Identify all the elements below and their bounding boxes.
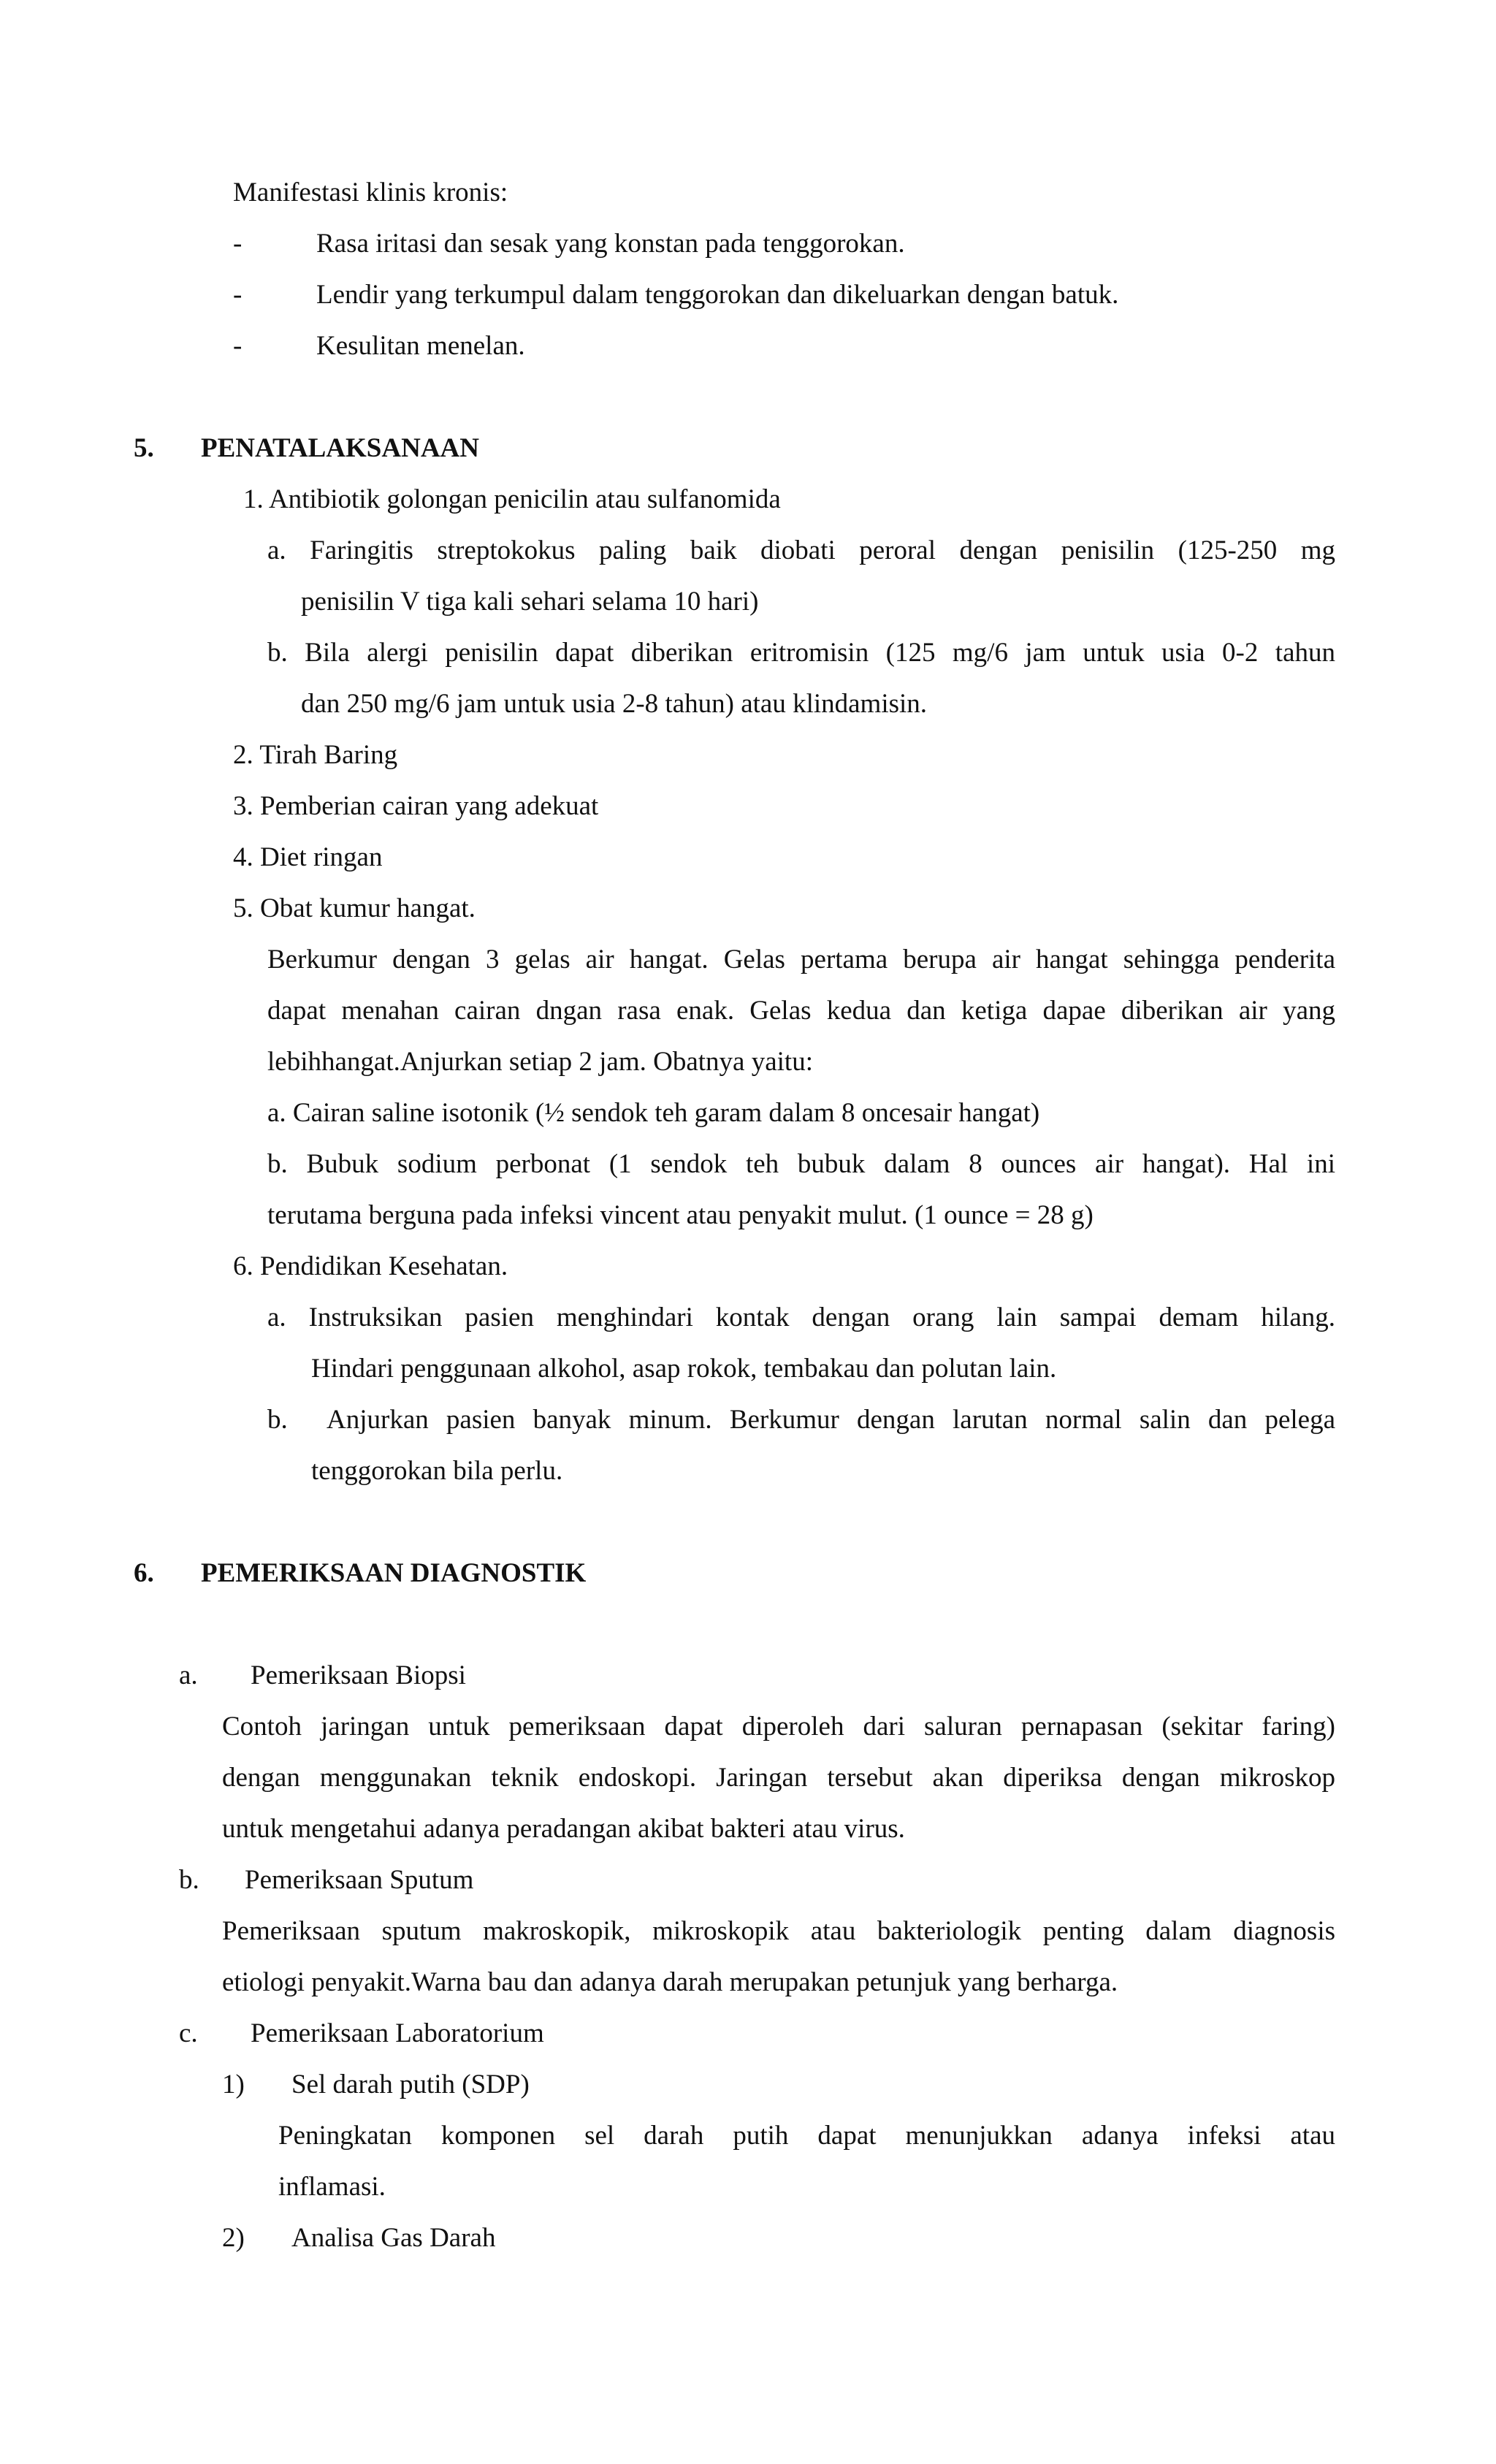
- section-number: 5.: [134, 433, 154, 463]
- subsection-title: Sel darah putih (SDP): [291, 2070, 530, 2099]
- section-title: PEMERIKSAAN DIAGNOSTIK: [201, 1558, 587, 1588]
- section-title: PENATALAKSANAAN: [201, 433, 479, 463]
- list-marker: b.: [179, 1865, 199, 1895]
- list-marker: b.: [267, 1405, 288, 1435]
- list-item-line: a. Faringitis streptokokus paling baik diobati peroral dengan penisilin (125-250 mg: [267, 535, 1335, 565]
- subsection-title: Pemeriksaan Laboratorium: [251, 2018, 544, 2048]
- manifest-item: Lendir yang terkumpul dalam tenggorokan dan dikeluarkan dengan batuk.: [316, 280, 1119, 310]
- list-marker: 2): [222, 2223, 245, 2253]
- list-item-line: a. Instruksikan pasien menghindari kontak dengan orang lain sampai demam hilang.: [267, 1302, 1335, 1332]
- bullet-dash: -: [233, 229, 243, 259]
- list-item-line: Anjurkan pasien banyak minum. Berkumur dengan larutan normal salin dan pelega: [327, 1405, 1335, 1435]
- bullet-dash: -: [233, 280, 243, 310]
- list-item-line: a. Cairan saline isotonik (½ sendok teh garam dalam 8 oncesair hangat): [267, 1098, 1040, 1128]
- list-item: 3. Pemberian cairan yang adekuat: [233, 791, 599, 821]
- paragraph-line: dapat menahan cairan dngan rasa enak. Gelas kedua dan ketiga dapae diberikan air yang: [267, 996, 1335, 1026]
- list-item-line: b. Bubuk sodium perbonat (1 sendok teh bubuk dalam 8 ounces air hangat). Hal ini: [267, 1149, 1335, 1179]
- list-item-line: penisilin V tiga kali sehari selama 10 hari): [301, 587, 759, 617]
- list-marker: a.: [179, 1660, 198, 1690]
- list-item-line: tenggorokan bila perlu.: [311, 1456, 563, 1486]
- list-item: 2. Tirah Baring: [233, 740, 398, 770]
- list-item-line: dan 250 mg/6 jam untuk usia 2-8 tahun) atau klindamisin.: [301, 689, 928, 719]
- list-item-line: Hindari penggunaan alkohol, asap rokok, tembakau dan polutan lain.: [311, 1354, 1057, 1384]
- list-item-line: b. Bila alergi penisilin dapat diberikan eritromisin (125 mg/6 jam untuk usia 0-2 tahun: [267, 638, 1335, 668]
- list-marker: c.: [179, 2018, 198, 2048]
- subsection-title: Pemeriksaan Sputum: [245, 1865, 474, 1895]
- paragraph-line: untuk mengetahui adanya peradangan akibat bakteri atau virus.: [222, 1814, 905, 1844]
- list-marker: 1): [222, 2070, 245, 2099]
- manifest-item: Rasa iritasi dan sesak yang konstan pada tenggorokan.: [316, 229, 905, 259]
- list-item: 5. Obat kumur hangat.: [233, 893, 476, 923]
- manifest-heading: Manifestasi klinis kronis:: [233, 178, 508, 207]
- bullet-dash: -: [233, 331, 243, 361]
- list-item: 4. Diet ringan: [233, 842, 383, 872]
- list-item: 6. Pendidikan Kesehatan.: [233, 1251, 508, 1281]
- paragraph-line: Peningkatan komponen sel darah putih dapat menunjukkan adanya infeksi atau: [278, 2121, 1335, 2151]
- subsection-title: Pemeriksaan Biopsi: [251, 1660, 466, 1690]
- paragraph-line: dengan menggunakan teknik endoskopi. Jaringan tersebut akan diperiksa dengan mikroskop: [222, 1763, 1335, 1793]
- section-number: 6.: [134, 1558, 154, 1588]
- list-item-line: terutama berguna pada infeksi vincent atau penyakit mulut. (1 ounce = 28 g): [267, 1200, 1094, 1230]
- paragraph-line: Pemeriksaan sputum makroskopik, mikroskopik atau bakteriologik penting dalam diagnosis: [222, 1916, 1335, 1946]
- manifest-item: Kesulitan menelan.: [316, 331, 525, 361]
- list-item: 1. Antibiotik golongan penicilin atau sulfanomida: [243, 484, 781, 514]
- paragraph-line: Contoh jaringan untuk pemeriksaan dapat diperoleh dari saluran pernapasan (sekitar faring): [222, 1712, 1335, 1742]
- paragraph-line: etiologi penyakit.Warna bau dan adanya darah merupakan petunjuk yang berharga.: [222, 1967, 1118, 1997]
- subsection-title: Analisa Gas Darah: [291, 2223, 496, 2253]
- paragraph-line: inflamasi.: [278, 2172, 386, 2202]
- paragraph-line: lebihhangat.Anjurkan setiap 2 jam. Obatnya yaitu:: [267, 1047, 813, 1077]
- paragraph-line: Berkumur dengan 3 gelas air hangat. Gelas pertama berupa air hangat sehingga penderita: [267, 945, 1335, 974]
